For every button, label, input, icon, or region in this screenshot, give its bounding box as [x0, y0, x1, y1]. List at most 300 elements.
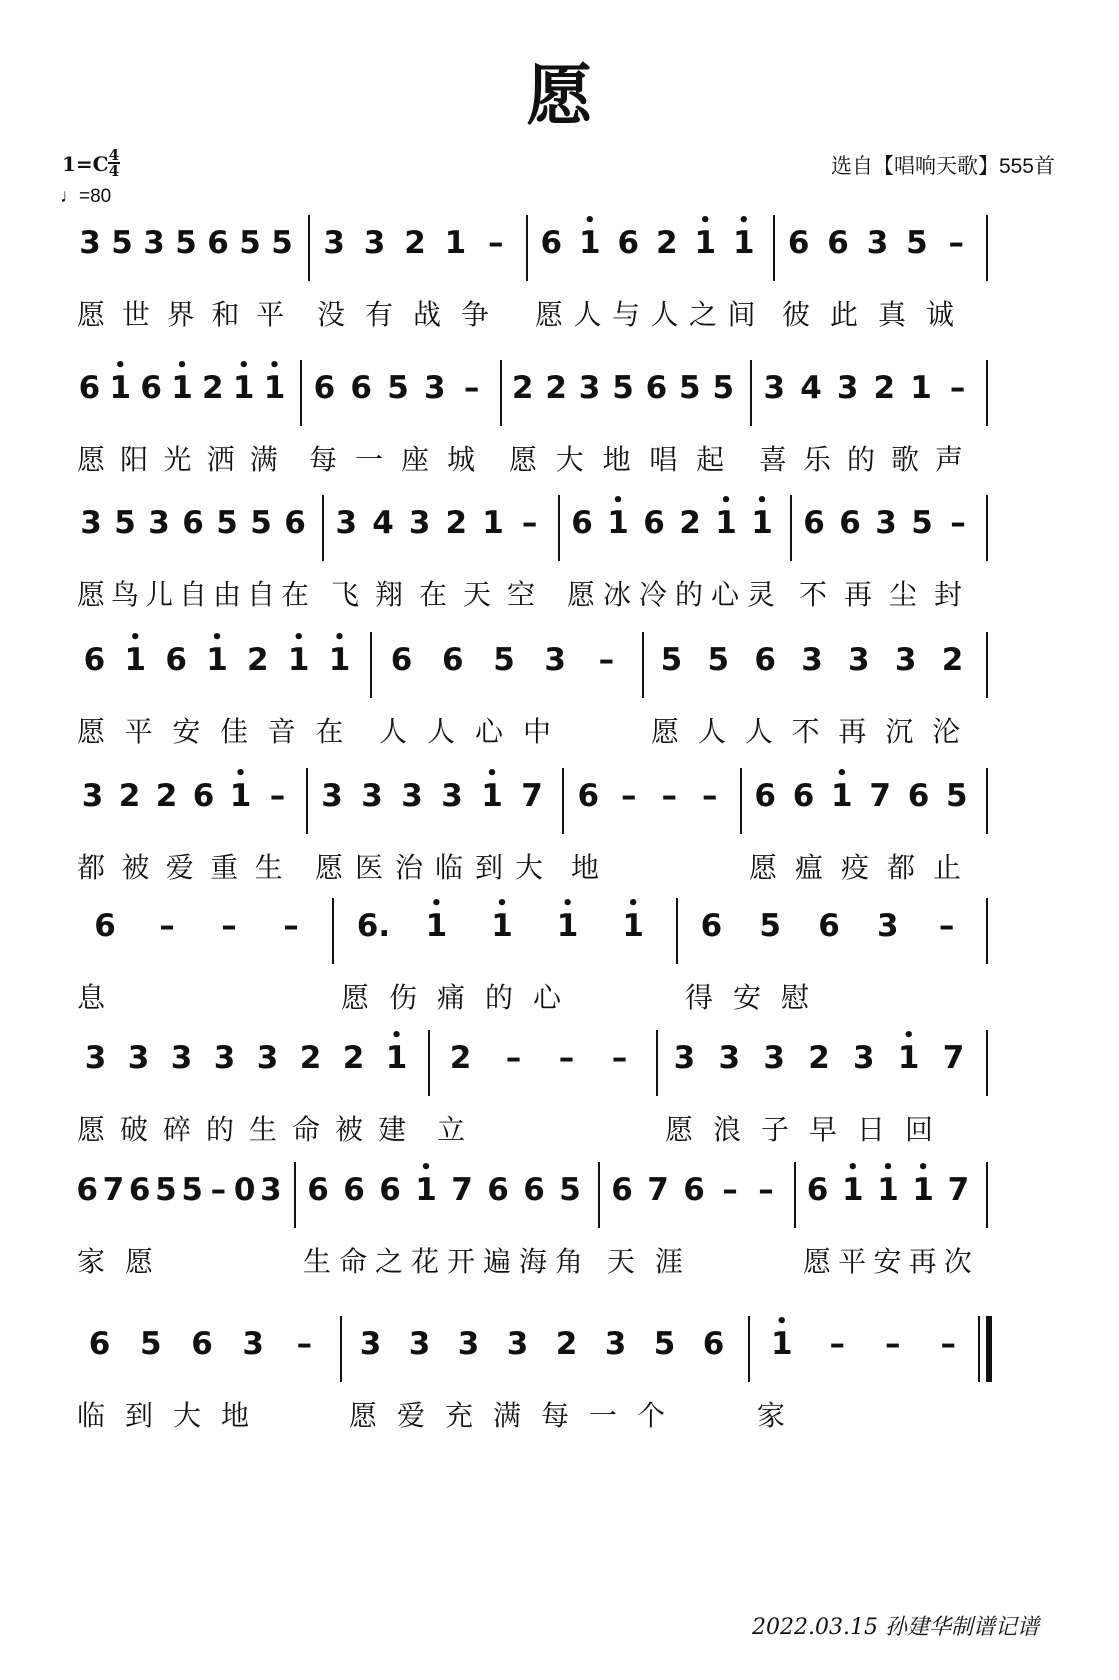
lyric-char: 自 — [178, 578, 207, 611]
jianpu-note: • 1 — [576, 223, 604, 263]
lyrics-row — [68, 440, 1053, 480]
jianpu-note: 6 — [442, 642, 464, 678]
lyric-char: 再 — [908, 1245, 937, 1278]
lyric-char: 生 — [254, 851, 283, 884]
jianpu-note: 3 — [836, 370, 859, 406]
lyric-char: 中 — [522, 715, 551, 748]
jianpu-note: 3 — [424, 370, 446, 406]
jianpu-note: 3 — [866, 225, 889, 261]
notes-row — [68, 1316, 1053, 1386]
jianpu-note: 6 — [83, 642, 106, 678]
lyric-char: 被 — [334, 1113, 363, 1146]
lyrics-row — [68, 978, 1053, 1018]
lyric-char: 没 — [316, 298, 345, 331]
jianpu-note: • 1 — [203, 640, 231, 680]
jianpu-note: – — [611, 1040, 628, 1076]
lyric-char: 的 — [674, 578, 703, 611]
jianpu-note: 6 — [350, 370, 372, 406]
jianpu-note: 3 — [506, 1326, 529, 1362]
lyric-char: 愿 — [534, 298, 563, 331]
lyric-char: 每 — [308, 443, 337, 476]
lyric-char: 和 — [211, 298, 240, 331]
jianpu-note: 3 — [335, 505, 358, 541]
jianpu-note: 6 — [88, 1326, 111, 1362]
lyric-char: 地 — [220, 1399, 249, 1432]
jianpu-note: 5 — [759, 908, 781, 944]
jianpu-note: 6 — [128, 1172, 151, 1208]
jianpu-note: 7 — [947, 1172, 970, 1208]
jianpu-note: 6 — [343, 1172, 365, 1208]
lyric-char: 飞 — [330, 578, 359, 611]
lyric-char: 临 — [434, 851, 463, 884]
lyric-char: 心 — [532, 981, 561, 1014]
lyric-char: 天 — [462, 578, 491, 611]
jianpu-note: 3 — [604, 1326, 627, 1362]
lyric-char: 安 — [873, 1245, 902, 1278]
jianpu-note: 2 — [655, 225, 678, 261]
jianpu-note: – — [940, 1326, 956, 1362]
source-note: 选自【唱响天歌】555首 — [830, 155, 1055, 178]
jianpu-note: – — [950, 505, 966, 541]
jianpu-note: 3 — [84, 1040, 107, 1076]
bar-line — [558, 495, 560, 561]
jianpu-note: – — [598, 642, 615, 678]
lyric-char: 临 — [76, 1399, 105, 1432]
jianpu-note: 7 — [942, 1040, 965, 1076]
jianpu-note: 1 — [444, 225, 467, 261]
jianpu-note: 5 — [712, 370, 735, 406]
jianpu-note: 6 — [754, 778, 776, 814]
lyric-char: 愿 — [508, 443, 537, 476]
lyric-char: 都 — [76, 851, 105, 884]
lyric-char: 争 — [460, 298, 489, 331]
jianpu-note: 2 — [247, 642, 269, 678]
lyric-char: 沦 — [932, 715, 961, 748]
jianpu-note: 5 — [707, 642, 730, 678]
jianpu-note: 6 — [78, 370, 101, 406]
jianpu-note: 6 — [313, 370, 336, 406]
lyric-char: 心 — [710, 578, 739, 611]
lyric-char: 再 — [838, 715, 867, 748]
lyric-char: 翔 — [374, 578, 403, 611]
bar-line — [294, 1162, 296, 1228]
lyric-char: 地 — [570, 851, 599, 884]
lyric-char: 尘 — [888, 578, 917, 611]
bar-line — [986, 898, 988, 964]
lyric-char: 息 — [76, 981, 105, 1014]
jianpu-note: 5 — [216, 505, 238, 541]
lyric-char: 不 — [798, 578, 827, 611]
lyric-char: 愿 — [124, 1245, 153, 1278]
lyric-char: 子 — [760, 1113, 789, 1146]
jianpu-note: 5 — [250, 505, 272, 541]
jianpu-note: – — [463, 370, 480, 406]
lyric-char: 声 — [934, 443, 963, 476]
jianpu-note: 3 — [441, 778, 463, 814]
jianpu-note: 6 — [617, 225, 640, 261]
jianpu-note: 2 — [202, 370, 224, 406]
jianpu-note: 5 — [660, 642, 683, 678]
jianpu-note: • 1 — [412, 1170, 440, 1210]
jianpu-note: 6 — [702, 1326, 725, 1362]
lyric-char: 开 — [446, 1245, 475, 1278]
jianpu-note: – — [722, 1172, 738, 1208]
song-title: 愿 — [526, 56, 593, 134]
notes-row — [68, 898, 1053, 968]
lyric-char: 破 — [119, 1113, 148, 1146]
tempo-value: =80 — [79, 186, 112, 207]
bar-line — [986, 632, 988, 698]
bar-line — [986, 1030, 988, 1096]
jianpu-note: 5 — [493, 642, 515, 678]
jianpu-note: 3 — [763, 1040, 785, 1076]
jianpu-note: – — [621, 778, 637, 814]
lyric-char: 生 — [302, 1245, 331, 1278]
time-top: 4 — [108, 146, 120, 164]
lyric-char: 冷 — [638, 578, 667, 611]
jianpu-note: – — [661, 778, 677, 814]
notes-row — [68, 1030, 1053, 1100]
jianpu-note: 6 — [140, 370, 162, 406]
tempo-marking — [60, 186, 111, 208]
bar-line — [332, 898, 334, 964]
bar-line — [986, 1316, 992, 1382]
jianpu-note: – — [269, 778, 286, 814]
lyric-char: 之 — [374, 1245, 403, 1278]
jianpu-note: 2 — [555, 1326, 578, 1362]
lyric-char: 家 — [756, 1399, 785, 1432]
jianpu-note: • 1 — [712, 503, 740, 543]
lyric-char: 愿 — [802, 1245, 831, 1278]
lyric-char: 的 — [484, 981, 513, 1014]
lyric-char: 愿 — [76, 578, 105, 611]
lyric-char: 家 — [76, 1245, 105, 1278]
notes-row — [68, 495, 1053, 565]
jianpu-note: 2 — [118, 778, 141, 814]
jianpu-note: 3 — [408, 505, 431, 541]
bar-line — [642, 632, 644, 698]
jianpu-note: 3 — [143, 225, 165, 261]
bar-line — [300, 360, 302, 426]
lyric-char: 平 — [124, 715, 153, 748]
jianpu-note: 3 — [361, 778, 383, 814]
lyrics-row — [68, 575, 1053, 615]
lyric-char: 人 — [744, 715, 773, 748]
bar-line — [790, 495, 792, 561]
jianpu-note: 6 — [611, 1172, 633, 1208]
jianpu-note: 6 — [76, 1172, 98, 1208]
jianpu-note: 5 — [140, 1326, 162, 1362]
jianpu-note: 5 — [387, 370, 409, 406]
jianpu-note: 5 — [111, 225, 133, 261]
lyric-char: 儿 — [144, 578, 173, 611]
jianpu-note: 0 — [233, 1172, 256, 1208]
notes-row — [68, 632, 1053, 702]
lyric-char: 愿 — [748, 851, 777, 884]
jianpu-note: – — [758, 1172, 774, 1208]
jianpu-note: • 1 — [839, 1170, 867, 1210]
lyric-char: 满 — [492, 1399, 521, 1432]
lyric-char: 空 — [506, 578, 535, 611]
jianpu-note: 6 — [700, 908, 723, 944]
jianpu-note: • 1 — [383, 1038, 411, 1078]
lyric-char: 界 — [166, 298, 195, 331]
jianpu-note: 3 — [578, 370, 601, 406]
bar-line — [306, 768, 308, 834]
jianpu-note: 7 — [869, 778, 891, 814]
jianpu-note: 2 — [155, 778, 178, 814]
jianpu-note: 1 — [910, 370, 932, 406]
jianpu-note: 3 — [363, 225, 386, 261]
jianpu-note: • 1 — [488, 906, 516, 946]
jianpu-note: 2 — [445, 505, 468, 541]
lyric-char: 安 — [172, 715, 201, 748]
lyrics-row — [68, 295, 1053, 335]
jianpu-note: 2 — [299, 1040, 322, 1076]
bar-line — [526, 215, 528, 281]
jianpu-note: 3 — [718, 1040, 741, 1076]
lyric-char: 灵 — [746, 578, 775, 611]
lyric-char: 在 — [418, 578, 447, 611]
lyric-char: 在 — [280, 578, 309, 611]
jianpu-note: 5 — [559, 1172, 581, 1208]
jianpu-note: 5 — [911, 505, 933, 541]
jianpu-note: – — [949, 370, 966, 406]
lyric-char: 人 — [378, 715, 407, 748]
lyric-char: 诚 — [925, 298, 954, 331]
jianpu-note: • 1 — [106, 368, 134, 408]
lyric-char: 佳 — [219, 715, 248, 748]
jianpu-note: 3 — [894, 642, 917, 678]
lyrics-row — [68, 848, 1053, 888]
jianpu-note: – — [885, 1326, 901, 1362]
jianpu-note: 3 — [323, 225, 345, 261]
jianpu-note: 3 — [763, 370, 786, 406]
bar-line — [794, 1162, 796, 1228]
jianpu-note: 6 — [683, 1172, 705, 1208]
jianpu-note: 5 — [175, 225, 197, 261]
jianpu-note: 6 — [182, 505, 204, 541]
lyric-char: 涯 — [654, 1245, 683, 1278]
lyric-char: 沉 — [885, 715, 914, 748]
bar-line — [986, 495, 988, 561]
lyric-char: 人 — [650, 298, 679, 331]
lyric-char: 地 — [602, 443, 631, 476]
lyric-char: 愿 — [76, 298, 105, 331]
jianpu-note: 6 — [754, 642, 776, 678]
jianpu-note: 6 — [571, 505, 593, 541]
lyric-char: 愿 — [76, 715, 105, 748]
jianpu-note: 6 — [540, 225, 563, 261]
lyric-char: 到 — [474, 851, 503, 884]
lyric-char: 治 — [394, 851, 423, 884]
lyric-char: 大 — [555, 443, 584, 476]
lyric-char: 起 — [696, 443, 725, 476]
jianpu-note: 3 — [242, 1326, 264, 1362]
bar-line — [748, 1316, 750, 1382]
jianpu-note: 5 — [679, 370, 701, 406]
jianpu-note: 2 — [679, 505, 701, 541]
jianpu-note: 6 — [379, 1172, 401, 1208]
lyric-char: 立 — [436, 1113, 465, 1146]
lyric-char: 乐 — [802, 443, 831, 476]
jianpu-note: 3 — [170, 1040, 193, 1076]
jianpu-note: 3 — [801, 642, 823, 678]
lyric-char: 早 — [808, 1113, 837, 1146]
lyric-char: 个 — [636, 1399, 665, 1432]
jianpu-note: • 1 — [478, 776, 506, 816]
jianpu-note: – — [159, 908, 175, 944]
jianpu-note: 5 — [114, 505, 136, 541]
lyric-char: 浪 — [712, 1113, 741, 1146]
jianpu-note: 3 — [127, 1040, 150, 1076]
bar-line-final-thin — [978, 1316, 980, 1382]
lyric-char: 在 — [315, 715, 344, 748]
lyric-char: 此 — [829, 298, 858, 331]
jianpu-note: 3 — [148, 505, 170, 541]
lyric-char: 建 — [377, 1113, 406, 1146]
lyric-char: 自 — [246, 578, 275, 611]
lyric-char: 封 — [933, 578, 962, 611]
bar-line — [562, 768, 564, 834]
lyric-char: 遍 — [482, 1245, 511, 1278]
bar-line — [986, 360, 988, 426]
jianpu-note: • 1 — [768, 1324, 796, 1364]
bar-line — [676, 898, 678, 964]
lyric-char: 歌 — [890, 443, 919, 476]
jianpu-note: 6 — [806, 1172, 829, 1208]
jianpu-note: • 1 — [554, 906, 582, 946]
lyric-char: 止 — [932, 851, 961, 884]
jianpu-note: 6 — [827, 225, 849, 261]
jianpu-note: 5 — [612, 370, 634, 406]
lyric-char: 彼 — [781, 298, 810, 331]
lyric-char: 阳 — [120, 443, 149, 476]
lyric-char: 冰 — [602, 578, 631, 611]
jianpu-note: 5 — [906, 225, 928, 261]
lyric-char: 花 — [410, 1245, 439, 1278]
bar-line — [308, 215, 310, 281]
jianpu-note: 2 — [449, 1040, 472, 1076]
jianpu-note: 3 — [213, 1040, 236, 1076]
jianpu-note: – — [505, 1040, 522, 1076]
bar-line — [986, 768, 988, 834]
lyric-char: 的 — [846, 443, 875, 476]
jianpu-note: 6 — [643, 505, 665, 541]
jianpu-note: • 1 — [168, 368, 196, 408]
jianpu-note: – — [296, 1326, 313, 1362]
credit-footer: 2022.03.15 孙建华制谱记谱 — [752, 1615, 1039, 1640]
lyric-char: 愿 — [664, 1113, 693, 1146]
lyric-char: 洒 — [206, 443, 235, 476]
jianpu-note: 7 — [521, 778, 543, 814]
lyric-char: 天 — [606, 1245, 635, 1278]
jianpu-note: • 1 — [619, 906, 647, 946]
lyric-char: 安 — [732, 981, 761, 1014]
lyric-char: 一 — [354, 443, 383, 476]
bar-line — [500, 360, 502, 426]
bar-line — [598, 1162, 600, 1228]
jianpu-note: 4 — [800, 370, 822, 406]
jianpu-note: – — [221, 908, 237, 944]
jianpu-note: 6 — [907, 778, 930, 814]
lyric-char: 大 — [172, 1399, 201, 1432]
lyric-char: 慰 — [780, 981, 809, 1014]
jianpu-note: 5 — [271, 225, 293, 261]
jianpu-note: 6 — [523, 1172, 545, 1208]
time-signature — [108, 148, 120, 178]
jianpu-note: 2 — [511, 370, 534, 406]
jianpu-note: 3 — [673, 1040, 696, 1076]
lyric-char: 不 — [791, 715, 820, 748]
lyric-char: 命 — [338, 1245, 367, 1278]
lyric-char: 爱 — [396, 1399, 425, 1432]
jianpu-note: • 1 — [874, 1170, 902, 1210]
jianpu-note: • 1 — [909, 1170, 937, 1210]
lyric-char: 的 — [205, 1113, 234, 1146]
jianpu-note: • 1 — [895, 1038, 923, 1078]
jianpu-note: 3 — [260, 1172, 282, 1208]
jianpu-note: • 1 — [121, 640, 149, 680]
jianpu-note: • 1 — [691, 223, 719, 263]
jianpu-note: 3 — [80, 505, 102, 541]
lyric-char: 大 — [514, 851, 543, 884]
jianpu-note: 2 — [342, 1040, 365, 1076]
bar-line — [750, 360, 752, 426]
bar-line — [322, 495, 324, 561]
jianpu-note: – — [938, 908, 955, 944]
bar-line — [656, 1030, 658, 1096]
jianpu-note: 2 — [941, 642, 964, 678]
jianpu-note: • 1 — [422, 906, 450, 946]
jianpu-note: 3 — [848, 642, 870, 678]
jianpu-note: – — [948, 225, 965, 261]
lyric-char: 愿 — [650, 715, 679, 748]
jianpu-note: • 1 — [828, 776, 856, 816]
lyric-char: 医 — [354, 851, 383, 884]
jianpu-note: – — [521, 505, 538, 541]
lyric-char: 满 — [249, 443, 278, 476]
lyric-char: 战 — [412, 298, 441, 331]
jianpu-note: 6 — [792, 778, 815, 814]
lyric-char: 有 — [364, 298, 393, 331]
lyric-char: 心 — [474, 715, 503, 748]
lyric-char: 愿 — [340, 981, 369, 1014]
jianpu-note: • 1 — [285, 640, 313, 680]
lyric-char: 被 — [121, 851, 150, 884]
lyric-char: 城 — [446, 443, 475, 476]
jianpu-note: 3 — [457, 1326, 480, 1362]
lyric-char: 喜 — [758, 443, 787, 476]
lyric-char: 真 — [877, 298, 906, 331]
lyric-char: 音 — [267, 715, 296, 748]
jianpu-note: 6 — [165, 642, 187, 678]
lyric-char: 每 — [540, 1399, 569, 1432]
jianpu-note: 2 — [545, 370, 567, 406]
jianpu-note: 5 — [653, 1326, 676, 1362]
bar-line — [428, 1030, 430, 1096]
jianpu-note: 3 — [853, 1040, 875, 1076]
jianpu-note: 6 — [307, 1172, 329, 1208]
lyric-char: 人 — [573, 298, 602, 331]
lyric-char: 鸟 — [110, 578, 139, 611]
jianpu-note: 4 — [372, 505, 394, 541]
lyric-char: 得 — [684, 981, 713, 1014]
jianpu-note: 3 — [79, 225, 101, 261]
jianpu-note: 3 — [256, 1040, 279, 1076]
lyric-char: 唱 — [649, 443, 678, 476]
lyric-char: 间 — [727, 298, 756, 331]
